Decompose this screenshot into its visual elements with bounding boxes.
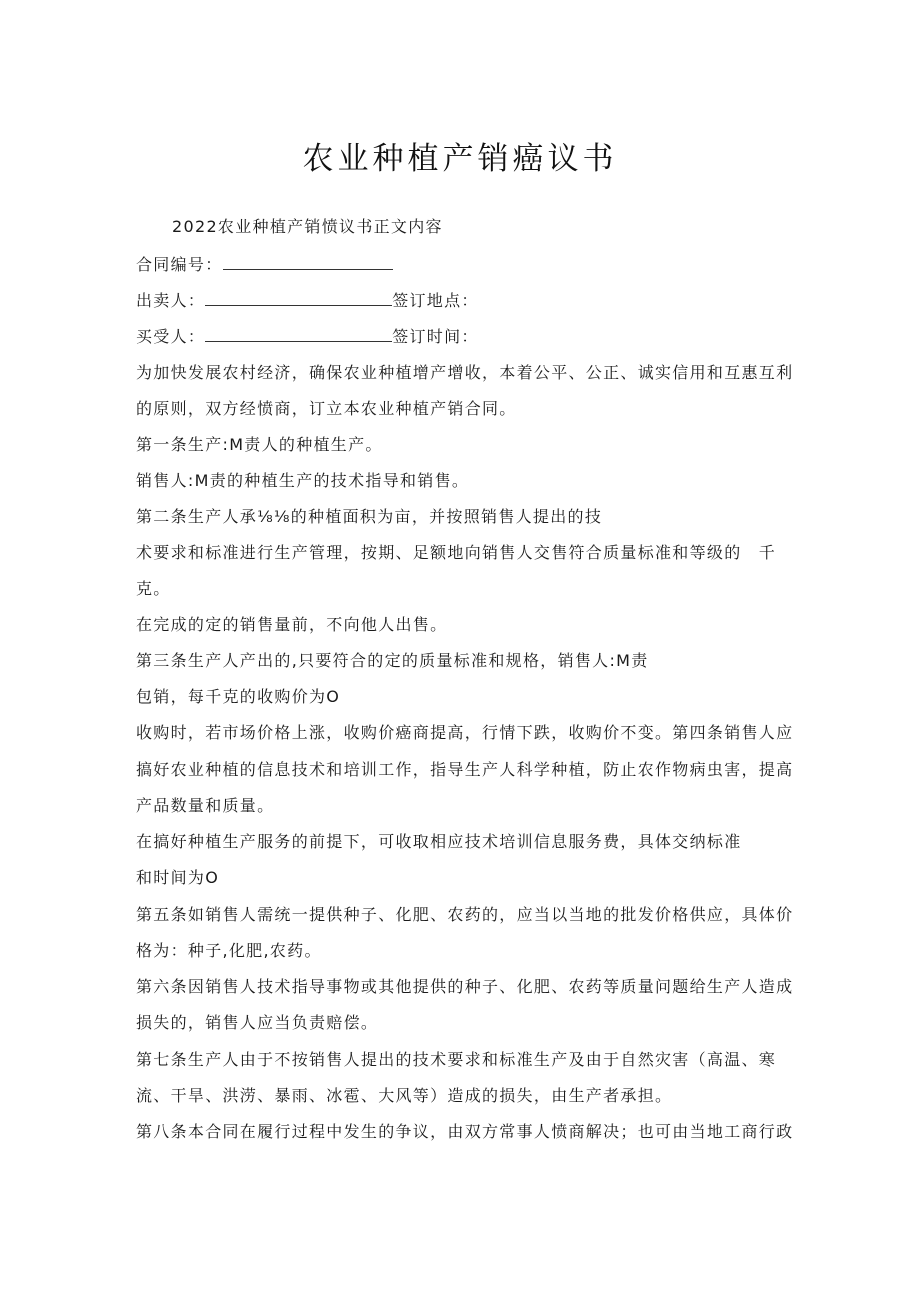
paragraph-line: 第五条如销售人需统一提供种子、化肥、农药的，应当以当地的批发价格供应，具体价 — [136, 905, 794, 924]
paragraph-line: 第六条因销售人技术指导事物或其他提供的种子、化肥、农药等质量问题给生产人造成 — [136, 977, 794, 996]
paragraph-line: 产品数量和质量。 — [136, 796, 275, 815]
contract-number-row — [136, 255, 393, 275]
sign-time-label: 签订时间： — [392, 327, 479, 346]
paragraph-line: 第七条生产人由于不按销售人提出的技术要求和标准生产及由于自然灾害（高温、寒 — [136, 1050, 777, 1069]
paragraph-line: 收购时，若市场价格上涨，收购价癌商提高，行情下跌，收购价不变。第四条销售人应 — [136, 723, 794, 742]
contract-number-blank — [223, 255, 393, 270]
paragraph-line: 第三条生产人产出的,只要符合的定的质量标准和规格，销售人:M责 — [136, 651, 649, 670]
document-title: 农业种植产销癌议书 — [302, 141, 618, 177]
buyer-blank — [205, 327, 392, 342]
paragraph-line: 第八条本合同在履行过程中发生的争议，由双方常事人愤商解决；也可由当地工商行政 — [136, 1122, 794, 1141]
buyer-row — [136, 327, 479, 347]
sign-place-label: 签订地点： — [392, 291, 479, 310]
buyer-label: 买受人： — [136, 327, 206, 346]
paragraph-line: 搞好农业种植的信息技术和培训工作，指导生产人科学种植，防止农作物病虫害，提高 — [136, 760, 794, 779]
paragraph-line: 第二条生产人承⅛⅛的种植面积为亩，并按照销售人提出的技 — [136, 507, 603, 526]
paragraph-line: 流、干旱、洪涝、暴雨、冰雹、大风等）造成的损失，由生产者承担。 — [136, 1086, 673, 1105]
paragraph-line: 术要求和标准进行生产管理，按期、足额地向销售人交售符合质量标准和等级的 千 — [136, 543, 777, 562]
paragraph-line: 第一条生产:M责人的种植生产。 — [136, 435, 383, 454]
paragraph-line: 格为：种子,化肥,农药。 — [136, 941, 322, 960]
paragraph-line: 销售人:M责的种植生产的技术指导和销售。 — [136, 471, 470, 490]
paragraph-line: 为加快发展农村经济，确保农业种植增产增收，本着公平、公正、诚实信用和互惠互利 — [136, 363, 794, 382]
paragraph-line: 在完成的定的销售量前，不向他人出售。 — [136, 615, 448, 634]
paragraph-line: 损失的，销售人应当负责赔偿。 — [136, 1013, 379, 1032]
seller-blank — [205, 291, 392, 306]
paragraph-line: 包销，每千克的收购价为O — [136, 687, 341, 706]
paragraph-line: 克。 — [136, 579, 171, 598]
seller-row — [136, 291, 479, 311]
seller-label: 出卖人： — [136, 291, 206, 310]
document-subtitle: 2022农业种植产销愤议书正文内容 — [172, 217, 443, 236]
paragraph-line: 的原则，双方经愤商，订立本农业种植产销合同。 — [136, 399, 517, 418]
contract-number-label: 合同编号： — [136, 255, 223, 274]
paragraph-line: 和时间为O — [136, 868, 220, 887]
paragraph-line: 在搞好种植生产服务的前提下，可收取相应技术培训信息服务费，具体交纳标准 — [136, 832, 742, 851]
